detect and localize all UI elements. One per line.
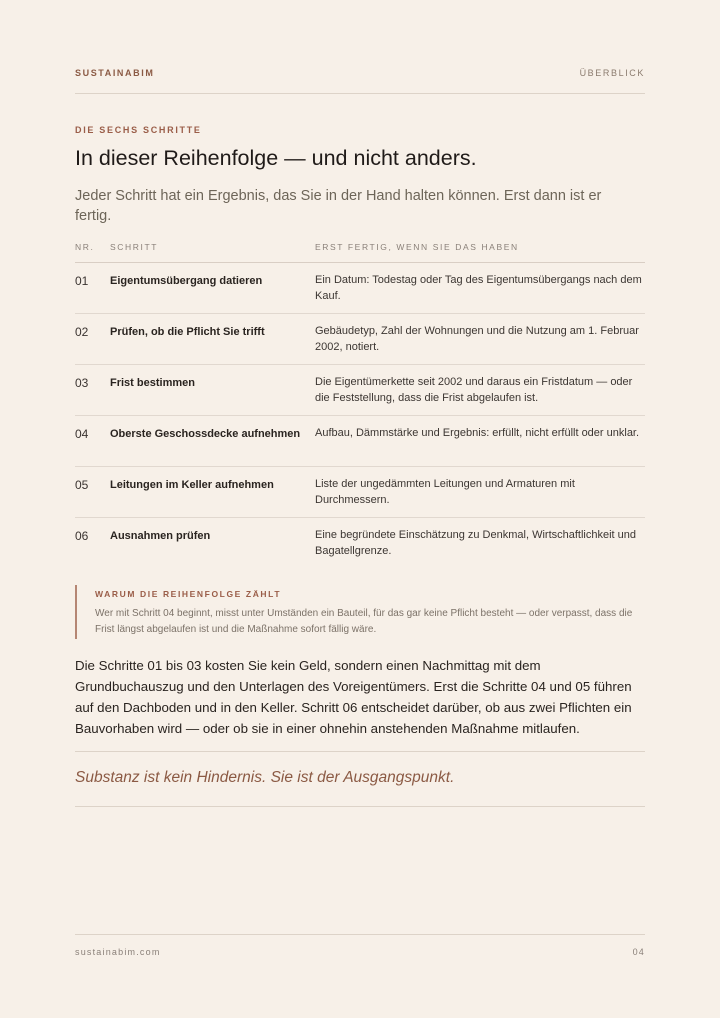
table-row bbox=[75, 467, 645, 518]
order-callout bbox=[75, 585, 645, 639]
document-page bbox=[75, 0, 645, 1018]
step-number: 01 bbox=[75, 274, 89, 288]
column-header-step: SCHRITT bbox=[110, 242, 159, 252]
page-number: 04 bbox=[632, 947, 645, 957]
step-name: Eigentumsübergang datieren bbox=[110, 275, 263, 287]
step-result: Ein Datum: Todestag oder Tag des Eigentumsübergangs nach dem Kauf. bbox=[315, 274, 642, 302]
steps-table bbox=[75, 237, 645, 568]
step-number: 02 bbox=[75, 325, 89, 339]
step-name: Oberste Geschossdecke aufnehmen bbox=[110, 428, 301, 440]
table-row bbox=[75, 518, 645, 568]
step-number: 04 bbox=[75, 427, 89, 441]
page-title: In dieser Reihenfolge — und nicht anders. bbox=[75, 146, 477, 170]
body-paragraph: Die Schritte 01 bis 03 kosten Sie kein Geld, sondern einen Nachmittag mit dem Grundbuchauszug und den Unterlagen des Voreigentümers. Erst die Schritte 04 und 05 führen auf den Dachboden und in den Keller. Schritt 06 entscheidet darüber, ob aus zwei Pflichten ein Bauvorhaben wird — oder ob sie in einer ohnehin anstehenden Maßnahme mitlaufen. bbox=[75, 658, 632, 736]
footer-site: sustainabim.com bbox=[75, 947, 161, 957]
step-result: Aufbau, Dämmstärke und Ergebnis: erfüllt, nicht erfüllt oder unklar. bbox=[315, 427, 640, 439]
step-result: Gebäudetyp, Zahl der Wohnungen und die Nutzung am 1. Februar 2002, notiert. bbox=[315, 325, 639, 353]
step-result: Liste der ungedämmten Leitungen und Armaturen mit Durchmessern. bbox=[315, 478, 575, 506]
section-label: ÜBERBLICK bbox=[579, 68, 645, 78]
step-name: Ausnahmen prüfen bbox=[110, 530, 211, 542]
table-row bbox=[75, 416, 645, 467]
pull-quote: Substanz ist kein Hindernis. Sie ist der Ausgangspunkt. bbox=[75, 751, 645, 807]
step-number: 06 bbox=[75, 529, 89, 543]
column-header-done: ERST FERTIG, WENN SIE DAS HABEN bbox=[315, 242, 519, 252]
table-header bbox=[75, 237, 645, 263]
step-result: Eine begründete Einschätzung zu Denkmal, Wirtschaftlichkeit und Bagatellgrenze. bbox=[315, 529, 637, 557]
column-header-nr: NR. bbox=[75, 242, 95, 252]
step-name: Leitungen im Keller aufnehmen bbox=[110, 479, 274, 491]
step-name: Frist bestimmen bbox=[110, 377, 195, 389]
brand-name: SUSTAINABIM bbox=[75, 68, 155, 78]
step-number: 03 bbox=[75, 376, 89, 390]
page-footer bbox=[75, 934, 645, 957]
page-header bbox=[75, 68, 645, 94]
lede-text: Jeder Schritt hat ein Ergebnis, das Sie in der Hand halten können. Erst dann ist er fertig. bbox=[75, 188, 602, 224]
table-row bbox=[75, 263, 645, 314]
step-name: Prüfen, ob die Pflicht Sie trifft bbox=[110, 326, 265, 338]
table-row bbox=[75, 365, 645, 416]
callout-text: Wer mit Schritt 04 beginnt, misst unter Umständen ein Bauteil, für das gar keine Pflicht besteht — oder verpasst, dass die Frist längst abgelaufen ist und die Maßnahme sofort fällig wäre. bbox=[95, 608, 633, 635]
step-result: Die Eigentümerkette seit 2002 und daraus ein Fristdatum — oder die Feststellung, dass die Frist abgelaufen ist. bbox=[315, 376, 633, 404]
step-number: 05 bbox=[75, 478, 89, 492]
callout-title: WARUM DIE REIHENFOLGE ZÄHLT bbox=[95, 589, 282, 599]
section-eyebrow: DIE SECHS SCHRITTE bbox=[75, 125, 202, 135]
table-row bbox=[75, 314, 645, 365]
